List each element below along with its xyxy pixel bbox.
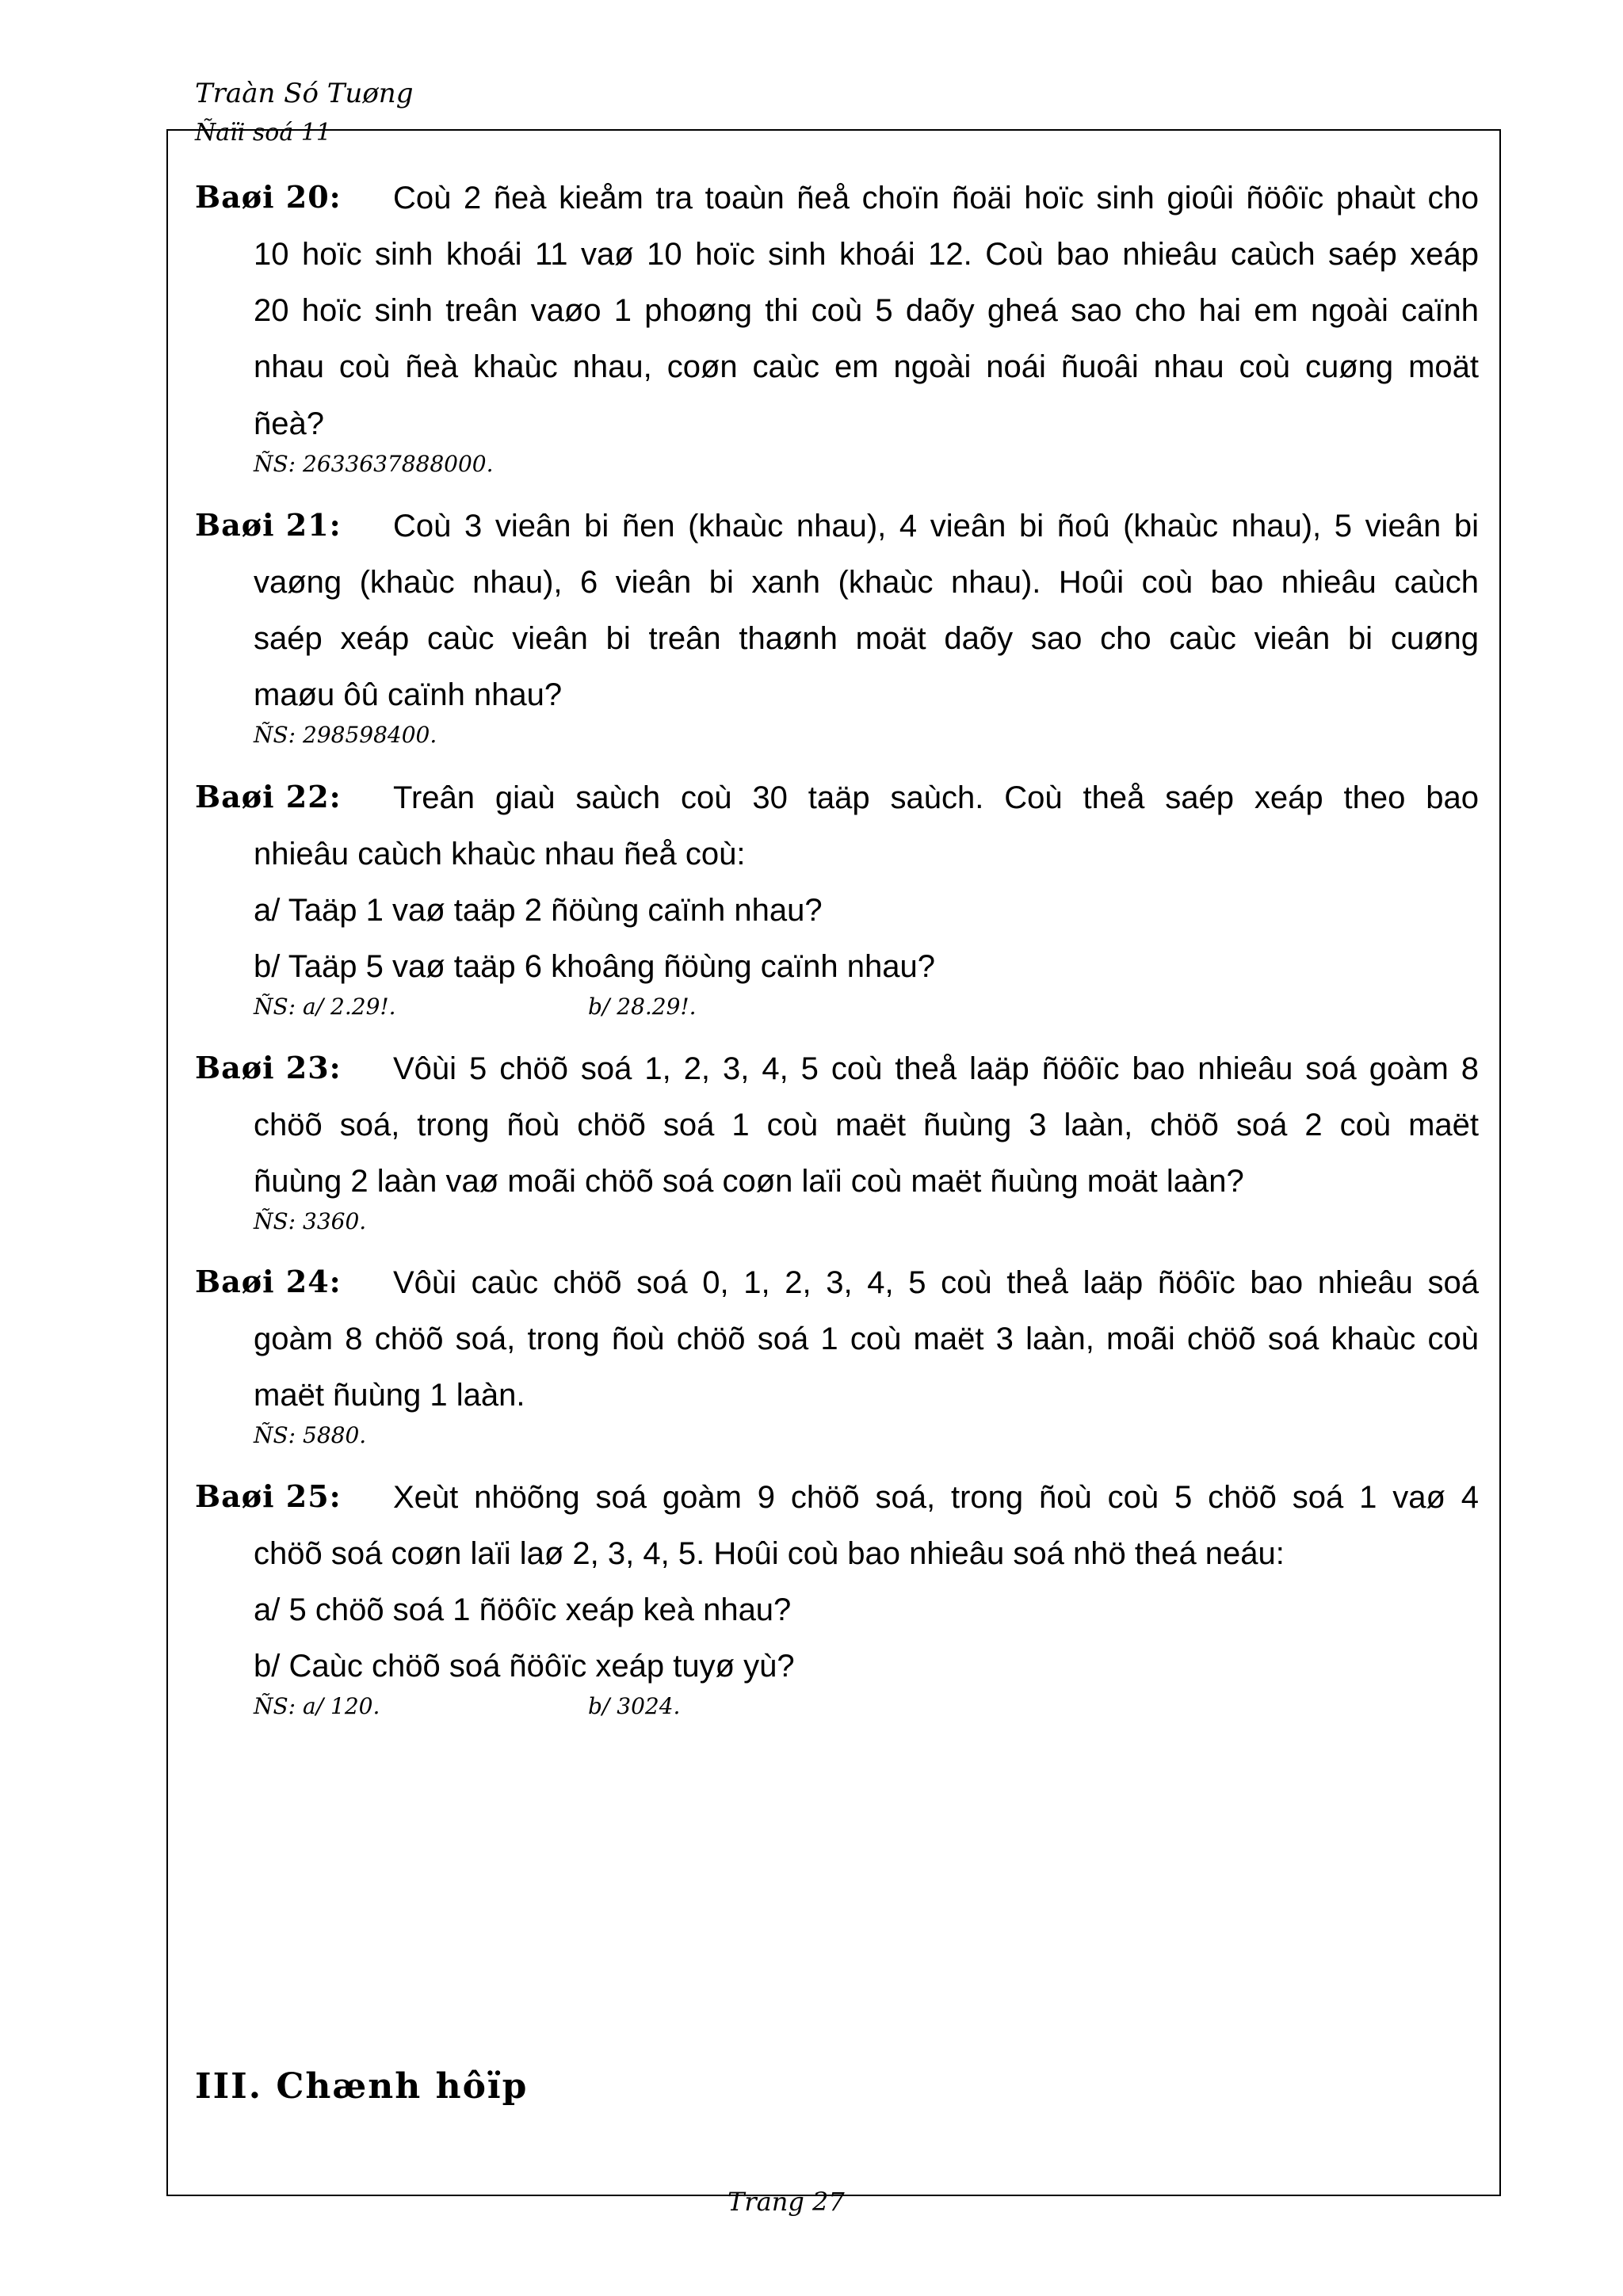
problem-text-line: goàm 8 chöõ soá, trong ñoù chöõ soá 1 coù maët 3 laàn, moãi chöõ soá khaùc coù: [254, 1322, 1479, 1356]
problem-text-line: a/ Taäp 1 vaø taäp 2 ñöùng caïnh nhau?: [254, 893, 823, 928]
problem-title: Baøi 21:: [195, 507, 342, 543]
problem-text-line: 20 hoïc sinh treân vaøo 1 phoøng thi coù 5 daõy gheá sao cho hai em ngoài caïnh: [254, 293, 1479, 328]
answer: ÑS: a/ 2.29!.: [254, 994, 396, 1020]
problem-title: Baøi 22:: [195, 779, 342, 814]
problem-text-line: b/ Taäp 5 vaø taäp 6 khoâng ñöùng caïnh nhau?: [254, 949, 935, 984]
problem-text-line: ñeà?: [254, 406, 324, 441]
answer: ÑS: 3360.: [254, 1208, 367, 1234]
problem-text-line: chöõ soá, trong ñoù chöõ soá 1 coù maët ñuùng 3 laàn, chöõ soá 2 coù maët: [254, 1108, 1479, 1142]
problem-text-line: maøu ôû caïnh nhau?: [254, 677, 563, 712]
problem-text-line: a/ 5 chöõ soá 1 ñöôïc xeáp keà nhau?: [254, 1592, 792, 1627]
answer-b: b/ 3024.: [588, 1693, 681, 1719]
answer: ÑS: 2633637888000.: [254, 451, 494, 477]
answer: ÑS: a/ 120.: [254, 1693, 380, 1719]
section-heading: III. Chænh hôïp: [195, 2066, 529, 2107]
problem-text-line: Coù 2 ñeà kieåm tra toaùn ñeå choïn ñoäi hoïc sinh gioûi ñöôïc phaùt cho: [393, 181, 1479, 215]
answer: ÑS: 298598400.: [254, 722, 437, 748]
header-subject: Ñaïi soá 11: [195, 119, 331, 147]
problem-text-line: b/ Caùc chöõ soá ñöôïc xeáp tuyø yù?: [254, 1649, 795, 1684]
page-frame: [166, 129, 1501, 2196]
problem-text-line: Treân giaù saùch coù 30 taäp saùch. Coù theå saép xeáp theo bao: [393, 780, 1479, 815]
answer: ÑS: 5880.: [254, 1422, 367, 1448]
problem-title: Baøi 24:: [195, 1264, 342, 1299]
problem-text-line: saép xeáp caùc vieân bi treân thaønh moät daõy sao cho caùc vieân bi cuøng: [254, 621, 1479, 656]
problem-text-line: Coù 3 vieân bi ñen (khaùc nhau), 4 vieân bi ñoû (khaùc nhau), 5 vieân bi: [393, 509, 1479, 543]
problem-title: Baøi 23:: [195, 1050, 342, 1085]
problem-text-line: nhieâu caùch khaùc nhau ñeå coù:: [254, 837, 746, 871]
problem-text-line: ñuùng 2 laàn vaø moãi chöõ soá coøn laïi coù maët ñuùng moät laàn?: [254, 1164, 1244, 1199]
problem-text-line: Vôùi 5 chöõ soá 1, 2, 3, 4, 5 coù theå laäp ñöôïc bao nhieâu soá goàm 8: [393, 1051, 1479, 1086]
header-author: Traàn Só Tuøng: [195, 78, 414, 109]
problem-text-line: vaøng (khaùc nhau), 6 vieân bi xanh (khaùc nhau). Hoûi coù bao nhieâu caùch: [254, 565, 1479, 600]
problem-title: Baøi 20:: [195, 179, 342, 215]
problem-text-line: chöõ soá coøn laïi laø 2, 3, 4, 5. Hoûi coù bao nhieâu soá nhö theá neáu:: [254, 1536, 1285, 1571]
answer-b: b/ 28.29!.: [588, 994, 697, 1020]
problem-text-line: Vôùi caùc chöõ soá 0, 1, 2, 3, 4, 5 coù theå laäp ñöôïc bao nhieâu soá: [393, 1265, 1479, 1300]
problem-title: Baøi 25:: [195, 1478, 342, 1514]
problem-text-line: Xeùt nhöõng soá goàm 9 chöõ soá, trong ñoù coù 5 chöõ soá 1 vaø 4: [393, 1480, 1479, 1515]
problem-text-line: 10 hoïc sinh khoái 11 vaø 10 hoïc sinh khoái 12. Coù bao nhieâu caùch saép xeáp: [254, 237, 1479, 272]
problem-text-line: nhau coù ñeà khaùc nhau, coøn caùc em ngoài noái ñuoâi nhau coù cuøng moät: [254, 349, 1479, 384]
problem-text-line: maët ñuùng 1 laàn.: [254, 1378, 525, 1413]
page-number: Trang 27: [727, 2187, 845, 2217]
